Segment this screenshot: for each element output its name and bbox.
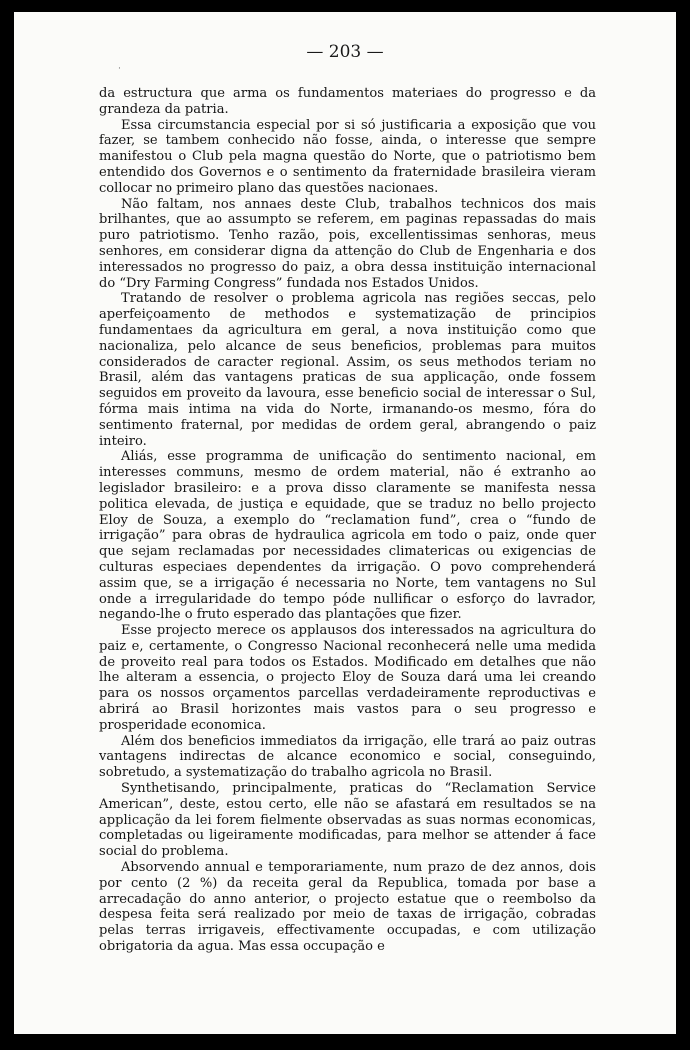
paragraph-4: Tratando de resolver o problema agricola nas regiões seccas, pelo aperfeiçoamento de methodos e systematização de principios fundamentaes da agricultura em geral, a nova instituição como que nacionaliza, pelo alcance de seus beneficios, problemas para muitos considerados de caracter regional. Assim, os seus methodos teriam no Brasil, além das vantagens praticas de sua applicação, onde fossem seguidos em proveito da lavoura, esse beneficio social de interessar o Sul, fórma mais intima na vida do Norte, irmanando-os mesmo, fóra do sentimento fraternal, por medidas de ordem geral, abrangendo o paiz inteiro. [99, 291, 596, 449]
paragraph-1: da estructura que arma os fundamentos materiaes do progresso e da grandeza da patria. [99, 86, 596, 117]
paragraph-9: Absorvendo annual e temporariamente, num prazo de dez annos, dois por cento (2 %) da receita geral da Republica, tomada por base a arrecadação do anno anterior, o projecto estatue que o reembolso da despesa feita será realizado por meio de taxas de irrigação, cobradas pelas terras irrigaveis, effectivamente occupadas, e com utilização obrigatoria da agua. Mas essa occupação e [99, 860, 596, 955]
paragraph-8: Synthetisando, principalmente, praticas do “Reclamation Service American”, deste, estou certo, elle não se afastará em resultados se na applicação da lei forem fielmente observadas as suas normas economicas, completadas ou ligeiramente modificadas, para melhor se attender á face social do problema. [99, 781, 596, 860]
paragraph-5: Aliás, esse programma de unificação do sentimento nacional, em interesses communs, mesmo de ordem material, não é extranho ao legislador brasileiro: e a prova disso claramente se manifesta nessa politica elevada, de justiça e equidade, que se traduz no bello projecto Eloy de Souza, a exemplo do “reclamation fund”, crea o “fundo de irrigação” para obras de hydraulica agricola em todo o paiz, onde quer que sejam reclamadas por necessidades climatericas ou exigencias de culturas especiaes dependentes da irrigação. O povo comprehenderá assim que, se a irrigação é necessaria no Norte, tem vantagens no Sul onde a irregularidade do tempo póde nullificar o esforço do lavrador, negando-lhe o fruto esperado das plantações que fizer. [99, 449, 596, 623]
paragraph-3: Não faltam, nos annaes deste Club, trabalhos technicos dos mais brilhantes, que ao assumpto se referem, em paginas repassadas do mais puro patriotismo. Tenho razão, pois, excellentissimas senhoras, meus senhores, em considerar digna da attenção do Club de Engenharia e dos interessados no progresso do paiz, a obra dessa instituição internacional do “Dry Farming Congress” fundada nos Estados Unidos. [99, 196, 596, 291]
print-speck: · [118, 64, 121, 74]
book-page [14, 12, 676, 1034]
page-number: — 203 — [306, 42, 384, 62]
paragraph-2: Essa circumstancia especial por si só justificaria a exposição que vou fazer, se tambem conhecido não fosse, ainda, o interesse que sempre manifestou o Club pela magna questão do Norte, que o patriotismo bem entendido dos Governos e o sentimento da fraternidade brasileira vieram collocar no primeiro plano das questões nacionaes. [99, 117, 596, 196]
body-text [99, 86, 596, 955]
paragraph-7: Além dos beneficios immediatos da irrigação, elle trará ao paiz outras vantagens indirectas de alcance economico e social, conseguindo, sobretudo, a systematização do trabalho agricola no Brasil. [99, 733, 596, 781]
paragraph-6: Esse projecto merece os applausos dos interessados na agricultura do paiz e, certamente, o Congresso Nacional reconhecerá nelle uma medida de proveito real para todos os Estados. Modificado em detalhes que não lhe alteram a essencia, o projecto Eloy de Souza dará uma lei creando para os nossos orçamentos parcellas verdadeiramente reproductivas e abrirá ao Brasil horizontes mais vastos para o seu progresso e prosperidade economica. [99, 623, 596, 733]
